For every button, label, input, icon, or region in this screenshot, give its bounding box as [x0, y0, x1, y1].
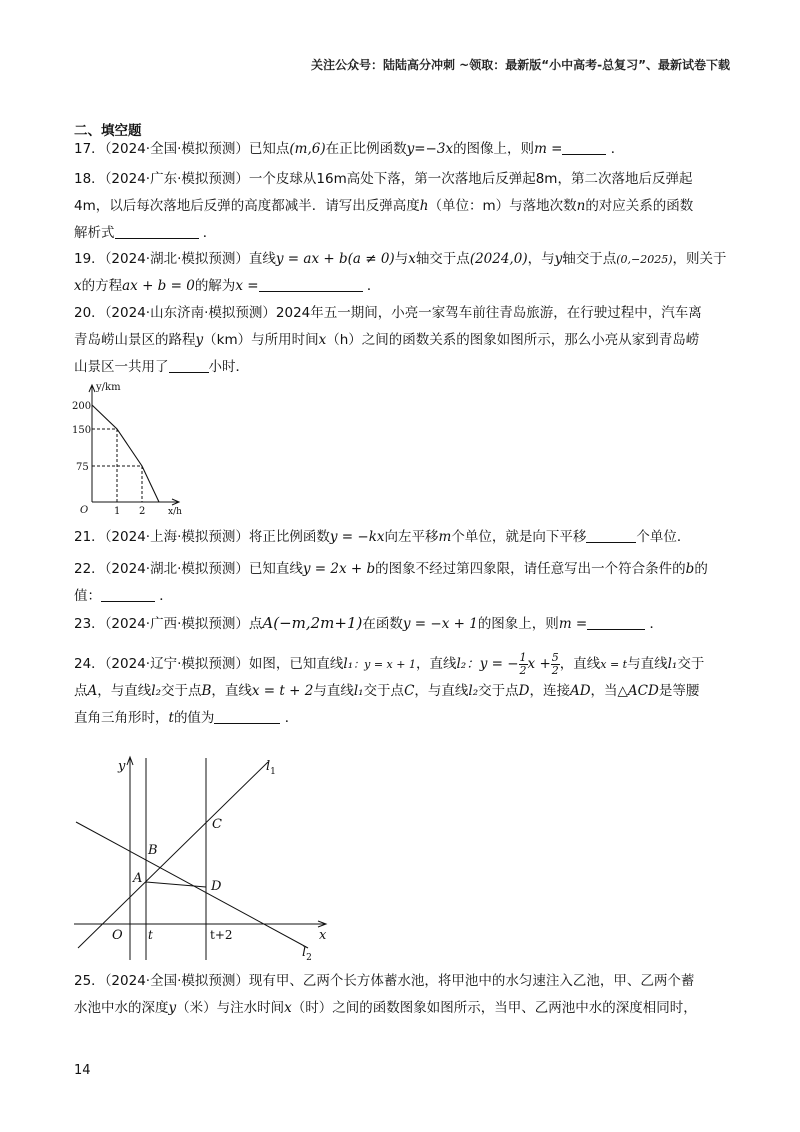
point-C-label: C [212, 817, 222, 832]
y-tick-200: 200 [72, 401, 92, 412]
question-23: 23．（2024·广西·模拟预测）点A(−m,2m+1)在函数y = −x + 1的图象上，则m = ． [74, 614, 664, 632]
line-l1 [78, 762, 268, 948]
question-21: 21．（2024·上海·模拟预测）将正比例函数y = −kx向左平移m个单位，就是向下平移 个单位． [74, 529, 691, 545]
question-20: 20．（2024·山东济南·模拟预测）2024年五一期间，小亮一家驾车前往青岛旅游，在行驶过程中，汽车离 青岛崂山景区的路程y（km）与所用时间x（h）之间的函数关系的图象如图所示，那么小亮从家到青岛崂 山景区一共用了 小时． [74, 305, 702, 375]
page-number: 14 [74, 1063, 91, 1078]
origin-label: O [80, 505, 89, 516]
point-A-label: A [133, 871, 143, 886]
question-22: 22．（2024·湖北·模拟预测）已知直线y = 2x + b的图象不经过第四象限，请任意写出一个符合条件的b的 值： ． [74, 561, 708, 604]
l1-label: $l_1$ [266, 759, 276, 777]
line-l2 [76, 822, 308, 948]
l2-label: $l_2$ [302, 945, 312, 963]
guide-lines [92, 429, 142, 502]
answer-blank[interactable] [587, 615, 645, 630]
y-axis-label: y/km [96, 382, 121, 393]
x-tick-2: 2 [139, 506, 146, 517]
question-18: 18．（2024·广东·模拟预测）一个皮球从16m高处下落，第一次落地后反弹起8m，第二次落地后反弹起 4m，以后每次落地后反弹的高度都减半．请写出反弹高度h（单位：m）与落地次数n的对应关系的函数 解析式 ． [74, 171, 694, 241]
lines-intersection-graph [72, 752, 342, 964]
question-17: 17．（2024·全国·模拟预测）已知点(m,6)在正比例函数y=−3x的图像上，则m = ． [74, 141, 625, 157]
question-24: 24．（2024·辽宁·模拟预测）如图，已知直线l₁：y = x + 1，直线l₂：y = − $\frac{1}{2}$ x + $\frac{5}{2}$ ，直线x = t与直线l₁交于 点A，与直线l₂交于点B，直线x = t + 2与直线l₁交于点C，与直线l₂交于点D，连接AD，当△ACD是等腰 直角三角形时，t的值为 ． [74, 650, 705, 726]
y-label: y [118, 759, 126, 774]
point-B-label: B [148, 843, 158, 858]
x-axis-label: x/h [168, 507, 182, 517]
answer-blank[interactable] [259, 277, 363, 292]
answer-blank[interactable] [214, 709, 280, 724]
t-plus-2-label: t+2 [210, 928, 233, 942]
answer-blank[interactable] [562, 140, 606, 155]
page-header: 关注公众号：陆陆高分冲刺 ~领取：最新版“小中高考-总复习”、最新试卷下载 [311, 58, 730, 72]
x-tick-1: 1 [114, 506, 121, 517]
segment-AD [146, 882, 206, 887]
answer-blank[interactable] [586, 528, 636, 543]
x-label: x [319, 928, 327, 943]
answer-blank[interactable] [169, 358, 209, 373]
origin-label: O [112, 928, 123, 943]
distance-time-graph [72, 380, 202, 520]
y-tick-75: 75 [76, 462, 89, 473]
t-label: t [148, 928, 153, 942]
answer-blank[interactable] [101, 587, 155, 602]
point-D-label: D [211, 879, 222, 894]
question-25: 25．（2024·全国·模拟预测）现有甲、乙两个长方体蓄水池，将甲池中的水匀速注入乙池，甲、乙两个蓄 水池中水的深度y（米）与注水时间x（时）之间的函数图象如图所示，当甲、乙两池中水的深度相同时， [74, 973, 697, 1016]
graph-line [92, 405, 159, 502]
question-19: 19．（2024·湖北·模拟预测）直线y = ax + b(a ≠ 0)与x轴交于点(2024,0)，与y轴交于点(0,−2025)，则关于 x的方程ax + b = 0的解为x = ． [74, 251, 727, 294]
section-title: 二、填空题 [74, 123, 142, 139]
y-tick-150: 150 [72, 425, 92, 436]
answer-blank[interactable] [115, 224, 199, 239]
